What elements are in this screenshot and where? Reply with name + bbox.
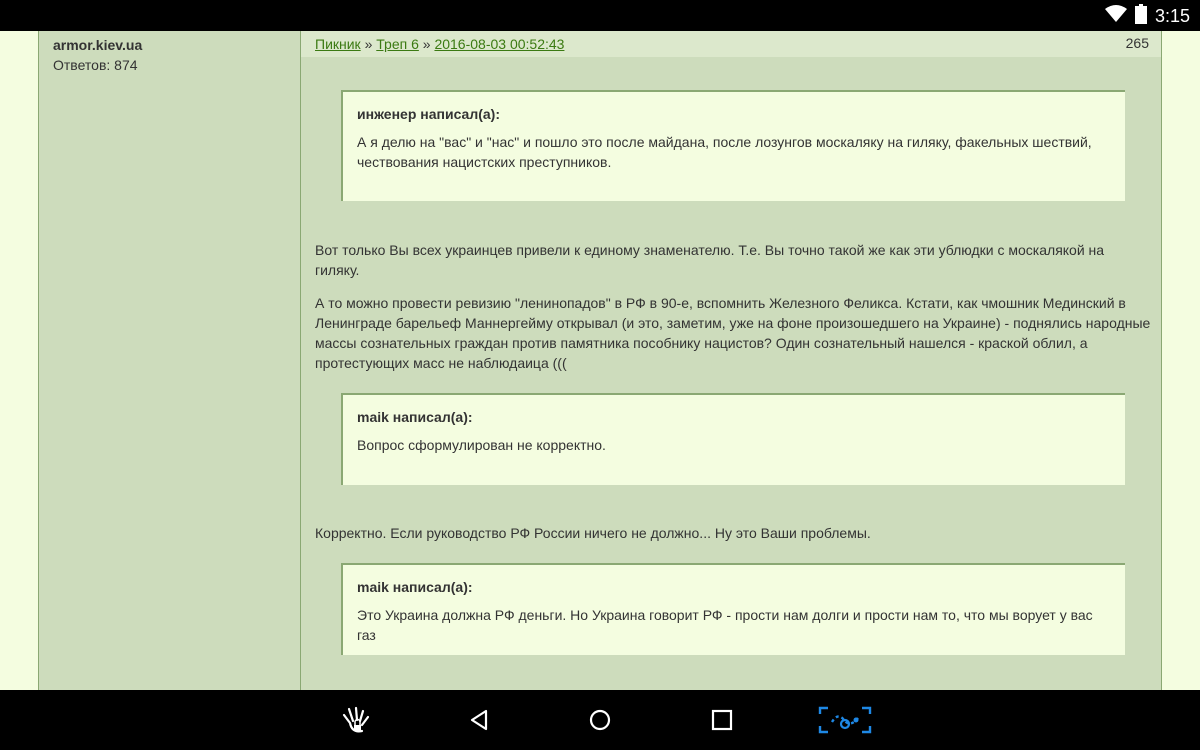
quote-block <box>341 563 1125 655</box>
back-icon[interactable] <box>462 704 496 736</box>
status-icons <box>1105 4 1190 28</box>
status-bar <box>0 0 1200 31</box>
recents-icon[interactable] <box>705 704 739 736</box>
clock: 3:15 <box>1154 5 1190 26</box>
screenshot-icon[interactable] <box>818 704 872 736</box>
post-number: 265 <box>1125 35 1149 51</box>
quote-author: инженер написал(а): <box>357 106 500 122</box>
breadcrumb-topic-link[interactable]: Треп 6 <box>376 36 419 52</box>
breadcrumb-separator: » <box>364 36 373 52</box>
post-content <box>301 31 1161 690</box>
author-panel <box>39 31 301 690</box>
breadcrumb-separator: » <box>422 36 431 52</box>
quote-text: Это Украина должна РФ деньги. Но Украина говорит РФ - прости нам долги и прости нам то, что мы ворует у вас газ <box>357 607 1093 643</box>
breadcrumb-forum-link[interactable]: Пикник <box>315 36 361 52</box>
breadcrumb <box>315 36 564 52</box>
quote-author: maik написал(а): <box>357 409 473 425</box>
quote-text: А я делю на "вас" и "нас" и пошло это после майдана, после лозунгов москаляку на гиляку, факельных шествий, чествования нацистских преступников. <box>357 134 1092 170</box>
post-paragraph: Корректно. Если руководство РФ России ничего не должно... Ну это Ваши проблемы. <box>315 525 871 541</box>
author-name[interactable]: armor.kiev.ua <box>53 37 143 53</box>
quote-text: Вопрос сформулирован не корректно. <box>357 437 606 453</box>
forum-post <box>38 31 1162 690</box>
navigation-bar <box>0 690 1200 750</box>
post-date-link[interactable]: 2016-08-03 00:52:43 <box>434 36 565 52</box>
quote-author: maik написал(а): <box>357 579 473 595</box>
home-icon[interactable] <box>583 704 617 736</box>
battery-icon <box>1135 4 1147 29</box>
author-replies: Ответов: 874 <box>53 57 138 73</box>
post-paragraph: Вот только Вы всех украинцев привели к единому знаменателю. Т.е. Вы точно такой же как эти ублюдки с москалякой на гиляку. <box>315 242 1105 278</box>
quote-block <box>341 90 1125 201</box>
wifi-icon <box>1105 5 1127 28</box>
post-header <box>301 31 1161 57</box>
post-paragraph: А то можно провести ревизию "ленинопадов" в РФ в 90-е, вспомнить Железного Феликса. Кстати, как чмошник Мединский в Ленинграде барельеф Маннергейму открывал (и это, заметим, уже на фоне произошедшего на Украине) - поднялись народные массы сознательных граждан против памятника пособнику нацистов? Один сознательный нашелся - краской облил, а протестующих масс не наблюдаица ((( <box>315 295 1151 371</box>
quote-block <box>341 393 1125 485</box>
accessibility-lock-icon[interactable] <box>340 704 374 736</box>
